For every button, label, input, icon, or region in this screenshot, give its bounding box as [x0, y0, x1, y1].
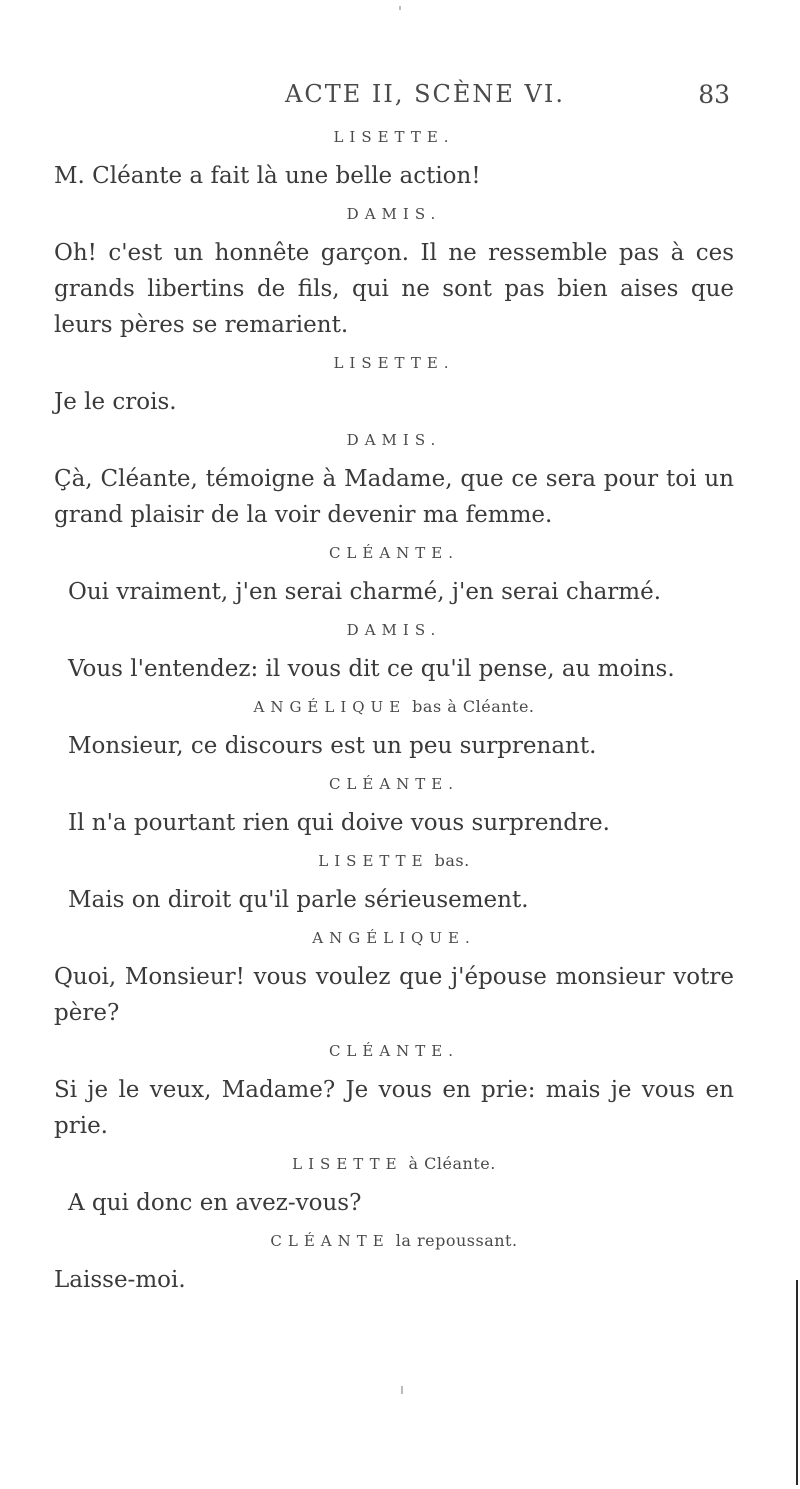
dialogue-line: Oh! c'est un honnête garçon. Il ne ressemble pas à ces grands libertins de fils, qui ne sont pas bien aises que leurs pères se remarient.	[54, 240, 734, 338]
running-head	[120, 80, 730, 114]
speaker-lisette	[54, 352, 734, 374]
page-edge-line	[796, 1280, 798, 1485]
speaker-cleante	[54, 1040, 734, 1062]
page-number: 83	[698, 80, 730, 109]
dialogue-line: Oui vraiment, j'en serai charmé, j'en serai charmé.	[68, 579, 662, 605]
speaker-cleante	[54, 773, 734, 795]
speaker-damis	[54, 429, 734, 451]
speaker-name: LISETTE.	[333, 354, 455, 372]
dialogue-line: Mais on diroit qu'il parle sérieusement.	[68, 887, 529, 913]
speaker-name: CLÉANTE	[270, 1232, 390, 1250]
stage-direction: bas.	[434, 851, 470, 870]
speaker-lisette	[54, 1153, 734, 1175]
dialogue-line: Il n'a pourtant rien qui doive vous surprendre.	[68, 810, 610, 836]
paper-speck	[399, 6, 401, 10]
speaker-damis	[54, 203, 734, 225]
running-title: ACTE II, SCÈNE VI.	[285, 80, 565, 108]
speaker-angelique	[54, 696, 734, 718]
speaker-name: ANGÉLIQUE.	[312, 929, 476, 947]
stage-direction: à Cléante.	[408, 1154, 496, 1173]
speaker-name: DAMIS.	[346, 621, 442, 639]
stage-direction: la repoussant.	[395, 1231, 518, 1250]
dialogue-line: Çà, Cléante, témoigne à Madame, que ce sera pour toi un grand plaisir de la voir devenir ma femme.	[54, 466, 734, 528]
speaker-name: ANGÉLIQUE	[253, 698, 407, 716]
dialogue-line: Monsieur, ce discours est un peu surprenant.	[68, 733, 597, 759]
speaker-name: LISETTE	[292, 1155, 403, 1173]
speaker-name: DAMIS.	[346, 205, 442, 223]
dialogue-line: A qui donc en avez-vous?	[68, 1190, 362, 1216]
speaker-name: CLÉANTE.	[328, 775, 460, 793]
speaker-angelique	[54, 927, 734, 949]
stage-direction: bas à Cléante.	[412, 697, 535, 716]
speaker-damis	[54, 619, 734, 641]
dialogue-line: M. Cléante a fait là une belle action!	[54, 163, 481, 189]
dialogue-line: Laisse-moi.	[54, 1267, 186, 1293]
speaker-lisette	[54, 126, 734, 148]
speaker-name: CLÉANTE.	[328, 1042, 460, 1060]
speaker-lisette	[54, 850, 734, 872]
paper-speck	[401, 1386, 403, 1394]
speaker-name: LISETTE	[318, 852, 429, 870]
speaker-name: DAMIS.	[346, 431, 442, 449]
dialogue-line: Je le crois.	[54, 389, 177, 415]
dialogue-line: Si je le veux, Madame? Je vous en prie: mais je vous en prie.	[54, 1077, 734, 1139]
speaker-name: CLÉANTE.	[328, 544, 460, 562]
speaker-cleante	[54, 542, 734, 564]
speaker-cleante	[54, 1230, 734, 1252]
dialogue-line: Quoi, Monsieur! vous voulez que j'épouse monsieur votre père?	[54, 964, 734, 1026]
play-dialogue	[54, 126, 734, 1307]
speaker-name: LISETTE.	[333, 128, 455, 146]
dialogue-line: Vous l'entendez: il vous dit ce qu'il pense, au moins.	[68, 656, 675, 682]
